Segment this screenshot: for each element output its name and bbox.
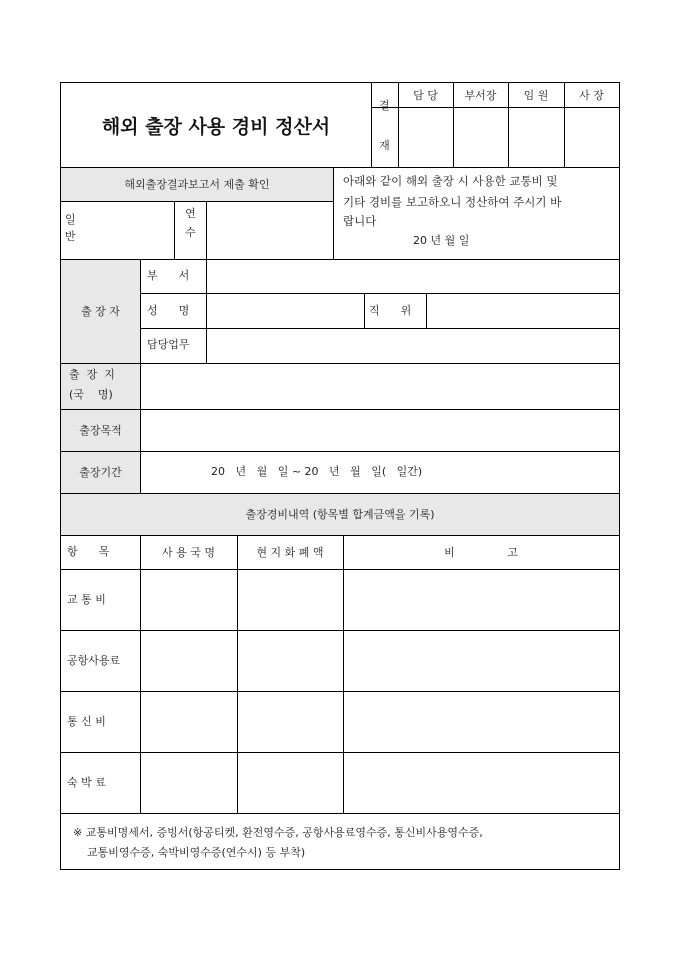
footnote-line-1: ※ 교통비명세서, 증빙서(항공티켓, 환전영수증, 공항사용료영수증, 통신비사용영수증, [73,826,483,839]
duty-field[interactable] [207,329,619,363]
training-label-bottom: 수 [185,226,196,239]
name-label: 성 명 [147,304,190,317]
transport-amount-cell[interactable] [238,570,343,630]
rule [61,813,619,814]
request-line-2: 기타 경비를 보고하오니 정산하여 주시기 바 [343,195,562,209]
approval-sign-executive[interactable] [509,108,564,167]
traveler-label: 출 장 자 [81,305,120,318]
communication-remarks-cell[interactable] [344,692,619,752]
approval-col-executive: 임 원 [523,89,549,102]
request-line-1: 아래와 같이 해외 출장 시 사용한 교통비 및 [343,174,558,188]
col-header-country: 사 용 국 명 [162,546,215,559]
lodging-amount-cell[interactable] [238,753,343,813]
communication-amount-cell[interactable] [238,692,343,752]
general-check-field[interactable] [76,202,173,258]
row-label-lodging: 숙 박 료 [67,776,106,789]
training-label-top: 연 [185,207,196,220]
purpose-field[interactable] [141,410,619,451]
col-header-amount: 현 지 화 폐 액 [256,546,324,559]
dept-label: 부 서 [147,269,190,282]
rule [333,167,334,259]
dept-field[interactable] [207,260,619,293]
lodging-country-cell[interactable] [141,753,237,813]
request-date: 20 년 월 일 [413,234,470,247]
document-title: 해외 출장 사용 경비 정산서 [101,115,331,138]
expense-settlement-form [60,82,620,870]
airport-remarks-cell[interactable] [344,631,619,691]
destination-label-1: 출 장 지 [69,368,115,381]
approval-sign-president[interactable] [565,108,619,167]
approval-label-bottom: 재 [379,139,390,152]
duty-label: 담당업무 [147,338,190,351]
period-label: 출장기간 [79,466,122,479]
approval-col-president: 사 장 [579,89,604,102]
name-field[interactable] [207,294,364,328]
approval-col-staff: 담 당 [413,89,438,102]
row-label-airport-fee: 공항사용료 [67,654,121,667]
footnote-line-2: 교통비영수증, 숙박비영수증(연수시) 등 부착) [87,846,306,859]
approval-col-manager: 부서장 [464,89,497,102]
training-check-field[interactable] [207,202,333,258]
rule [364,293,365,328]
col-header-remarks: 비 고 [444,546,518,559]
report-confirm-header: 해외출장결과보고서 제출 확인 [124,178,270,191]
period-value: 20 년 월 일 ~ 20 년 월 일( 일간) [211,465,423,478]
airport-country-cell[interactable] [141,631,237,691]
destination-label-2: (국 명) [69,388,113,401]
transport-country-cell[interactable] [141,570,237,630]
airport-amount-cell[interactable] [238,631,343,691]
approval-label-top: 결 [379,99,390,112]
col-header-item: 항 목 [67,545,110,558]
approval-sign-manager[interactable] [454,108,508,167]
general-label-bottom: 반 [65,230,76,243]
row-label-communication: 통 신 비 [67,715,106,728]
rule [61,451,619,452]
communication-country-cell[interactable] [141,692,237,752]
row-label-transport: 교 통 비 [67,593,106,606]
purpose-label: 출장목적 [79,424,122,437]
position-field[interactable] [427,294,619,328]
lodging-remarks-cell[interactable] [344,753,619,813]
approval-sign-staff[interactable] [399,108,453,167]
expense-header: 출장경비내역 (항목별 합계금액을 기록) [245,508,435,521]
general-label-top: 일 [65,213,76,226]
transport-remarks-cell[interactable] [344,570,619,630]
request-line-3: 랍니다 [343,214,377,228]
destination-field[interactable] [141,364,619,409]
position-label: 직 위 [369,304,412,317]
